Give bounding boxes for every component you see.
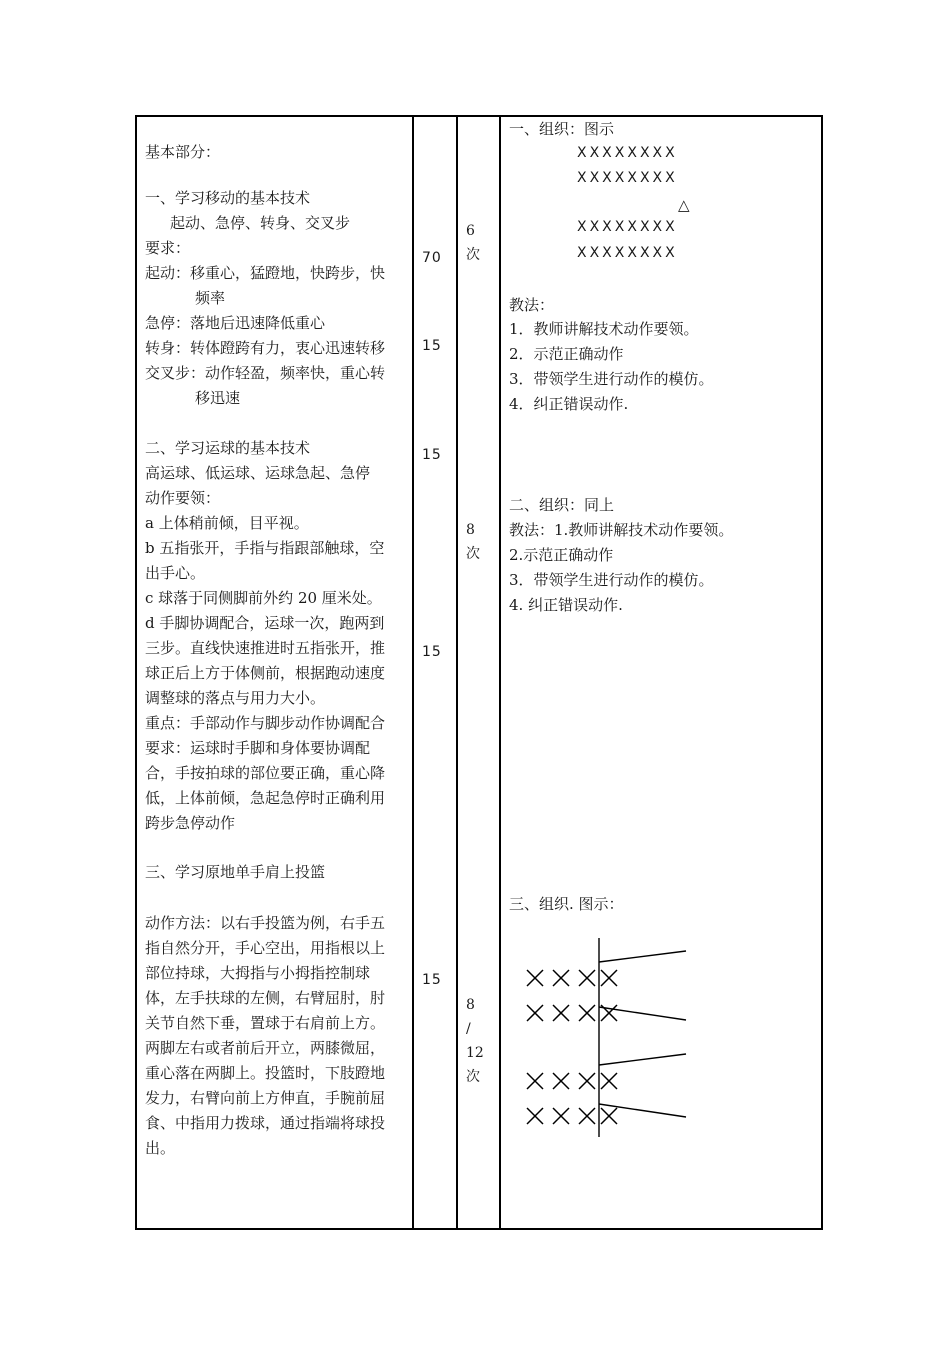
formation-row: XXXXXXXX [577, 245, 678, 261]
player-cross-icon [553, 970, 569, 986]
passing-line [599, 1054, 686, 1065]
method-step: 4．纠正错误动作. [509, 395, 629, 413]
method-step: 4. 纠正错误动作. [509, 596, 623, 614]
text-line: a 上体稍前倾，目平视。 [145, 514, 309, 532]
reps-unit: 次 [466, 247, 480, 263]
organization-title: 三、组织. 图示： [509, 895, 624, 913]
text-line: 要求：运球时手脚和身体要协调配 [145, 739, 371, 757]
player-cross-icon [579, 970, 595, 986]
reps-unit: 次 [466, 1069, 480, 1085]
text-line: b 五指张开，手指与指跟部触球，空 [145, 539, 385, 557]
method-step: 1．教师讲解技术动作要领。 [509, 320, 699, 338]
player-cross-icon [601, 1108, 617, 1124]
text-line: 频率 [195, 289, 226, 307]
time-value: 70 [422, 250, 442, 266]
player-cross-icon [579, 1073, 595, 1089]
method-step: 3．带领学生进行动作的模仿。 [509, 571, 714, 589]
reps-value: 6 [466, 223, 475, 239]
passing-line [599, 951, 686, 962]
teacher-triangle-icon: △ [678, 196, 690, 214]
player-cross-icon [579, 1005, 595, 1021]
text-line: 食、中指用力拨球，通过指端将球投 [145, 1114, 386, 1132]
organization-title: 一、组织：图示 [509, 120, 615, 138]
section-title: 三、学习原地单手肩上投篮 [145, 863, 326, 881]
text-line: 跨步急停动作 [145, 814, 236, 832]
time-value: 15 [422, 338, 442, 354]
player-cross-icon [553, 1005, 569, 1021]
text-line: c 球落于同侧脚前外约 20 厘米处。 [145, 589, 382, 607]
player-cross-icon [579, 1108, 595, 1124]
text-line: 移迅速 [195, 389, 241, 407]
text-line: 体，左手扶球的左侧，右臂屈肘，肘 [145, 989, 386, 1007]
formation-row: XXXXXXXX [577, 219, 678, 235]
reps-value: 12 [466, 1045, 484, 1061]
player-cross-icon [527, 970, 543, 986]
text-line: 急停：落地后迅速降低重心 [145, 314, 326, 332]
section-title: 一、学习移动的基本技术 [145, 189, 311, 207]
method-step: 2．示范正确动作 [509, 345, 624, 363]
method-step: 3．带领学生进行动作的模仿。 [509, 370, 714, 388]
text-line: 动作要领： [145, 489, 221, 507]
reps-value: 8 [466, 997, 475, 1013]
section-header: 基本部分： [145, 143, 221, 161]
text-line: 低，上体前倾，急起急停时正确利用 [145, 789, 386, 807]
text-line: 重点：手部动作与脚步动作协调配合 [145, 714, 386, 732]
formation-row: XXXXXXXX [577, 170, 678, 186]
text-line: 指自然分开，手心空出，用指根以上 [145, 939, 386, 957]
text-line: 交叉步：动作轻盈，频率快，重心转 [145, 364, 386, 382]
time-value: 15 [422, 972, 442, 988]
player-cross-icon [527, 1073, 543, 1089]
text-line: d 手脚协调配合，运球一次，跑两到 [145, 614, 385, 632]
text-line: 合，手按拍球的部位要正确，重心降 [145, 764, 386, 782]
text-line: 出手心。 [145, 564, 206, 582]
section-title: 二、学习运球的基本技术 [145, 439, 311, 457]
text-line: 起动、急停、转身、交叉步 [170, 214, 351, 232]
player-cross-icon [601, 1073, 617, 1089]
player-cross-icon [601, 1005, 617, 1021]
organization-title: 二、组织：同上 [509, 496, 615, 514]
text-line: 三步。直线快速推进时五指张开，推 [145, 639, 386, 657]
text-line: 动作方法：以右手投篮为例，右手五 [145, 914, 386, 932]
method-title: 教法： [509, 296, 555, 314]
text-line: 发力，右臂向前上方伸直，手腕前屈 [145, 1089, 386, 1107]
reps-value: 8 [466, 522, 475, 538]
text-line: 部位持球，大拇指与小拇指控制球 [145, 964, 371, 982]
player-cross-icon [527, 1005, 543, 1021]
text-line: 两脚左右或者前后开立，两膝微屈， [145, 1039, 386, 1057]
text-line: 调整球的落点与用力大小。 [145, 689, 326, 707]
player-cross-icon [553, 1073, 569, 1089]
text-line: 出。 [145, 1139, 176, 1157]
text-line: 转身：转体蹬跨有力，衷心迅速转移 [145, 339, 386, 357]
text-line: 球正后上方于体侧前，根据跑动速度 [145, 664, 386, 682]
reps-separator: / [466, 1021, 471, 1037]
text-line: 重心落在两脚上。投篮时，下肢蹬地 [145, 1064, 386, 1082]
text-line: 高运球、低运球、运球急起、急停 [145, 464, 371, 482]
text-line: 起动：移重心，猛蹬地，快跨步，快 [145, 264, 386, 282]
formation-row: XXXXXXXX [577, 145, 678, 161]
player-cross-icon [601, 970, 617, 986]
passing-line [599, 1104, 686, 1117]
method-step: 教法：1.教师讲解技术动作要领。 [509, 521, 734, 539]
player-cross-icon [527, 1108, 543, 1124]
time-value: 15 [422, 644, 442, 660]
method-step: 2.示范正确动作 [509, 546, 614, 564]
time-value: 15 [422, 447, 442, 463]
reps-unit: 次 [466, 546, 480, 562]
text-line: 关节自然下垂，置球于右肩前上方。 [145, 1014, 386, 1032]
player-cross-icon [553, 1108, 569, 1124]
text-line: 要求： [145, 239, 191, 257]
